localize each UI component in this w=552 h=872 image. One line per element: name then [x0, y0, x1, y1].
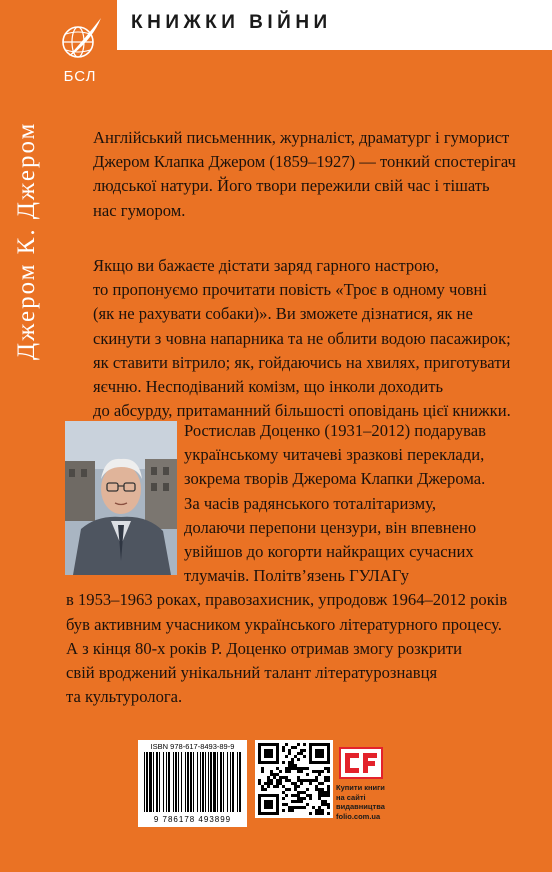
author-vertical: Джером К. Джером — [13, 121, 40, 360]
text-line: Джером Клапка Джером (1859–1927) — тонкий спостерігач — [93, 152, 516, 172]
text-line: Англійський письменник, журналіст, драматург і гуморист — [93, 128, 510, 147]
intro-paragraph — [93, 126, 533, 223]
text-line: яєчню. Несподіваний комізм, що інколи доходить — [93, 377, 444, 397]
globe-feather-icon — [57, 16, 103, 66]
text-line: скинути з човна напарника та не облити водою пасажирок; — [93, 328, 511, 348]
buy-line: видавництва — [336, 802, 385, 811]
text-line: За часів радянського тоталітаризму, — [184, 493, 436, 513]
book-description-paragraph — [93, 254, 533, 423]
text-line: до абсурду, притаманний більшості оповідань цієї книжки. — [93, 401, 511, 421]
folio-logo — [339, 747, 383, 779]
text-line: А з кінця 80-х років Р. Доценко отримав змогу розкрити — [66, 638, 463, 658]
text-line: в 1953–1963 роках, правозахисник, упродовж 1964–2012 років — [66, 590, 508, 610]
text-line: долаючи перепони цензури, він впевнено — [184, 517, 477, 537]
text-line: був активним учасником українського літературного процесу. — [66, 614, 502, 634]
text-line: нас гумором. — [93, 200, 186, 220]
buy-online-text — [336, 783, 400, 821]
text-line: Якщо ви бажаєте дістати заряд гарного настрою, — [93, 256, 439, 275]
text-line: Ростислав Доценко (1931–2012) подарував — [184, 421, 486, 440]
folio-logo-icon — [339, 747, 383, 779]
text-line: свій вроджений унікальний талант літературознавця — [66, 663, 438, 683]
buy-website-link[interactable]: folio.com.ua — [336, 811, 381, 821]
barcode-bars — [138, 752, 247, 814]
text-line: (як не рахувати собаки)». Ви зможете дізнатися, як не — [93, 304, 473, 324]
publisher-logo-text: БСЛ — [63, 68, 97, 85]
text-line: зокрема творів Джерома Клапки Джерома. — [184, 469, 486, 489]
buy-line: Купити книги — [336, 783, 385, 792]
barcode — [138, 740, 247, 827]
text-line: увійшов до когорти найкращих сучасних — [184, 542, 474, 562]
text-line: то пропонуємо прочитати повість «Троє в одному човні — [93, 280, 487, 300]
barcode-number: 9 786178 493899 — [153, 815, 232, 824]
text-line: людської натури. Його твори пережили свій час і тішать — [93, 176, 490, 196]
text-line: українському читачеві зразкові переклади, — [184, 445, 485, 465]
text-line: тлумачів. Політв’язень ГУЛАГу — [184, 566, 410, 586]
translator-paragraph — [66, 419, 532, 709]
publisher-logo — [57, 16, 103, 96]
series-title: КНИЖКИ ВІЙНИ — [131, 12, 332, 33]
isbn-label: ISBN 978-617-8493-89-9 — [150, 742, 235, 751]
text-line: як ставити вітрило; як, гойдаючись на хвилях, приготувати — [93, 352, 511, 372]
buy-line: на сайті — [336, 792, 366, 802]
text-line: та культуролога. — [66, 687, 183, 707]
qr-code — [255, 740, 333, 818]
